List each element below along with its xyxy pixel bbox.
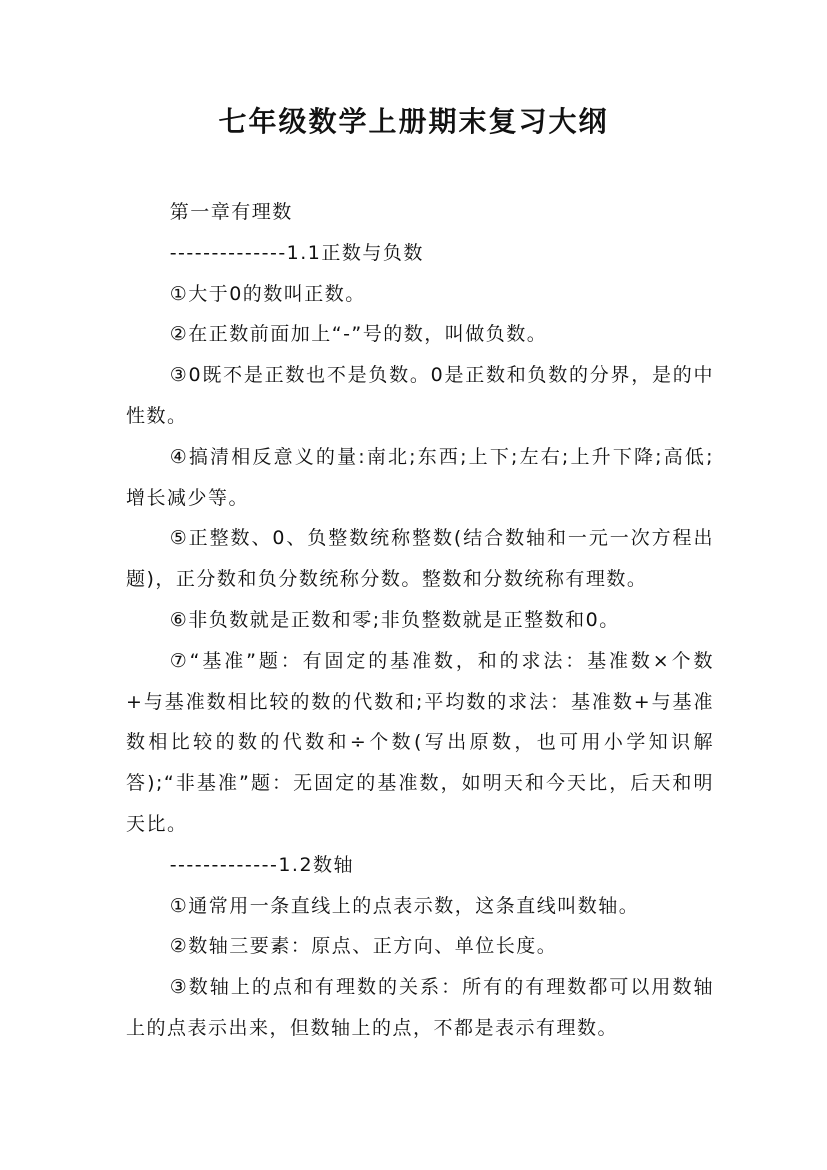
- paragraph: ②在正数前面加上“-”号的数，叫做负数。: [169, 323, 548, 346]
- paragraph: ⑦“基准”题：有固定的基准数，和的求法：基准数×个数+与基准数相比较的数的代数和;平均数的求法：基准数+与基准数相比较的数的代数和÷个数(写出原数，也可用小学知识解答);“非基准”题：无固定的基准数，如明天和今天比，后天和明天比。: [126, 649, 714, 835]
- paragraph: ①通常用一条直线上的点表示数，这条直线叫数轴。: [169, 894, 640, 917]
- paragraph: ③数轴上的点和有理数的关系：所有的有理数都可以用数轴上的点表示出来，但数轴上的点，不都是表示有理数。: [126, 976, 714, 1039]
- paragraph: ④搞清相反意义的量:南北;东西;上下;左右;上升下降;高低;增长减少等。: [126, 445, 714, 509]
- document-title: 七年级数学上册期末复习大纲: [218, 105, 609, 138]
- paragraph: ⑤正整数、0、负整数统称整数(结合数轴和一元一次方程出题)，正分数和负分数统称分数。整数和分数统称有理数。: [126, 527, 714, 591]
- paragraph: ③0既不是正数也不是负数。0是正数和负数的分界，是的中性数。: [126, 364, 714, 427]
- section-heading: --------------1.1正数与负数: [169, 241, 424, 264]
- document-body: [126, 192, 714, 1049]
- paragraph: ①大于0的数叫正数。: [169, 282, 366, 305]
- paragraph: ②数轴三要素：原点、正方向、单位长度。: [169, 935, 558, 958]
- chapter-heading: 第一章有理数: [169, 201, 293, 223]
- section-heading: -------------1.2数轴: [169, 853, 355, 876]
- paragraph: ⑥非负数就是正数和零;非负整数就是正整数和0。: [169, 608, 620, 631]
